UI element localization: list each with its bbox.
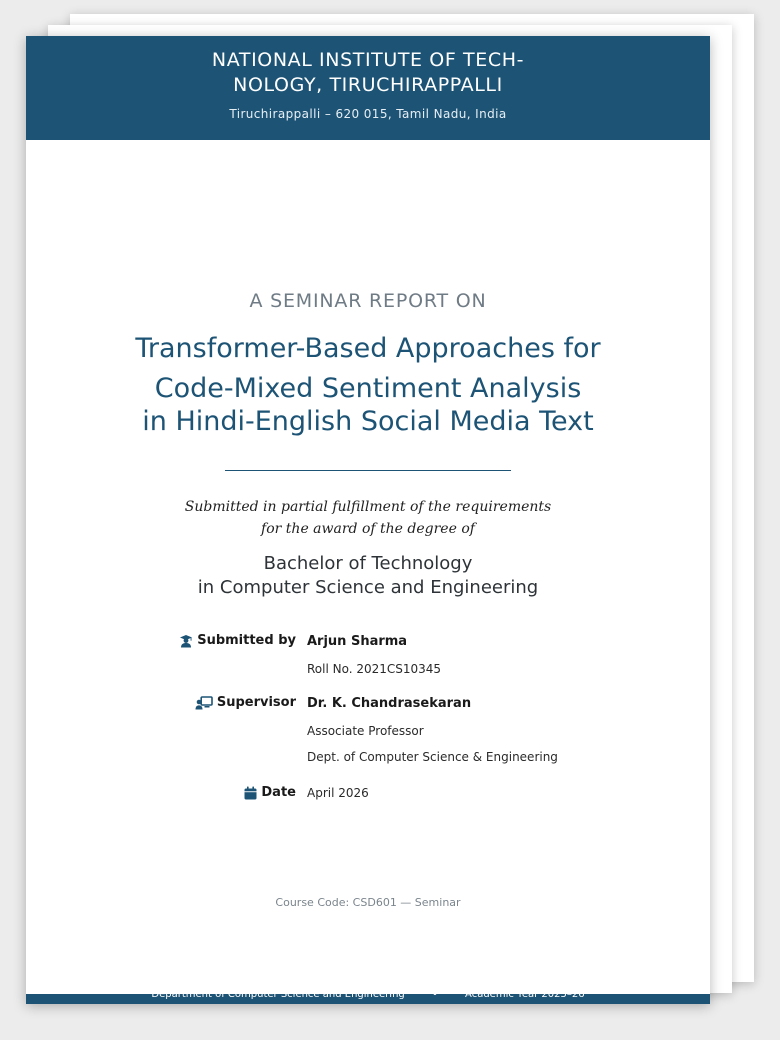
course-code: Course Code: CSD601 — Seminar <box>275 896 461 909</box>
institute-name-line-2: NOLOGY, TIRUCHIRAPPALLI <box>233 74 503 96</box>
institute-name-line-1: NATIONAL INSTITUTE OF TECH- <box>211 49 525 71</box>
roll-number: Roll No. 2021CS10345 <box>307 662 442 676</box>
report-title <box>26 330 710 440</box>
footer-text <box>26 989 710 1000</box>
institute-name <box>26 48 710 98</box>
report-cover-page <box>26 36 710 1004</box>
calendar-icon <box>244 786 257 800</box>
institute-address: Tiruchirappalli – 620 015, Tamil Nadu, India <box>229 107 507 121</box>
title-divider <box>225 470 511 471</box>
supervisor-label <box>195 695 296 710</box>
degree-name <box>26 552 710 600</box>
submitted-by-text: Submitted by <box>197 633 296 648</box>
supervisor-text: Supervisor <box>216 695 296 710</box>
supervisor-department: Dept. of Computer Science & Engineering <box>307 750 558 764</box>
student-name: Arjun Sharma <box>307 634 408 649</box>
degree-line-1: Bachelor of Technology <box>263 553 473 574</box>
report-kicker: A SEMINAR REPORT ON <box>249 290 487 312</box>
date-label <box>244 785 296 800</box>
date-value: April 2026 <box>307 786 369 800</box>
graduate-icon <box>179 634 193 648</box>
submission-line-2: for the award of the degree of <box>261 521 475 537</box>
submitted-by-label <box>179 633 296 648</box>
title-line-1: Transformer-Based Approaches for <box>135 333 601 364</box>
supervisor-designation: Associate Professor <box>307 724 424 738</box>
footer-bar <box>26 989 710 1004</box>
title-line-2: Code-Mixed Sentiment Analysis <box>154 373 582 404</box>
supervisor-name: Dr. K. Chandrasekaran <box>307 696 472 711</box>
footer-academic-year: Academic Year 2025–26 <box>465 989 585 1000</box>
degree-line-2: in Computer Science and Engineering <box>197 577 539 598</box>
footer-separator: • <box>431 989 438 1000</box>
institute-header <box>26 36 710 140</box>
title-line-3: in Hindi-English Social Media Text <box>142 406 594 437</box>
date-text: Date <box>261 785 296 800</box>
footer-department: Department of Computer Science and Engineering <box>151 989 405 1000</box>
submission-line-1: Submitted in partial fulfillment of the requirements <box>184 499 552 515</box>
submission-statement <box>26 496 710 540</box>
teacher-icon <box>195 696 213 710</box>
